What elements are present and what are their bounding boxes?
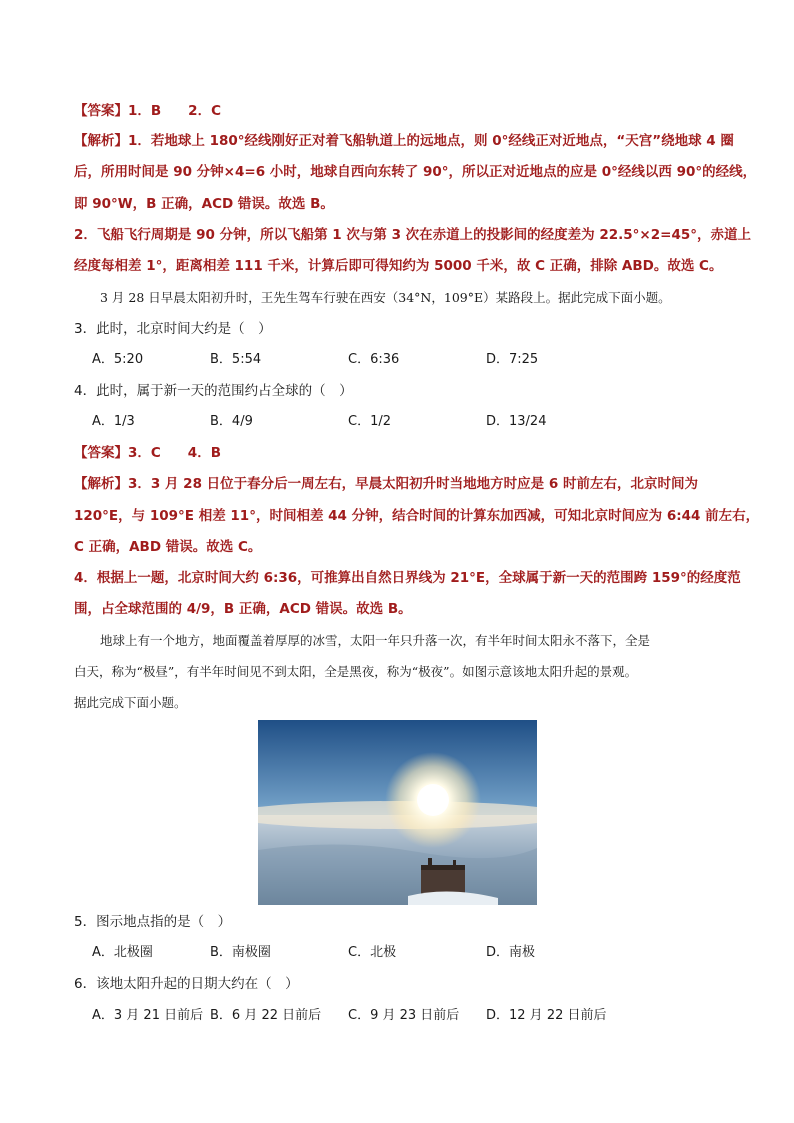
question-3-stem: 3．此时，北京时间大约是（ ）	[74, 321, 272, 337]
answer-1	[74, 101, 734, 121]
passage-line-1: 地球上有一个地方，地面覆盖着厚厚的冰雪，太阳一年只升落一次，有半年时间太阳永不落下，全是	[100, 633, 651, 648]
analysis-3-line-1	[74, 474, 734, 494]
option-a[interactable]: A．3 月 21 日前后	[92, 1008, 204, 1023]
option-a[interactable]: A．北极圈	[92, 945, 153, 960]
option-d[interactable]: D．7:25	[486, 352, 539, 367]
answer-label: 【答案】	[74, 103, 128, 119]
answer-label: 【答案】	[74, 445, 128, 461]
option-c[interactable]: C．1/2	[348, 414, 391, 429]
analysis-1-line-2: 后，所用时间是 90 分钟×4=6 小时，地球自西向东转了 90°，所以正对近地点的应是 0°经线以西 90°的经线，	[74, 164, 757, 180]
option-c[interactable]: C．北极	[348, 945, 397, 960]
answer-text: 1．B 2．C	[128, 103, 221, 119]
option-d[interactable]: D．13/24	[486, 414, 547, 429]
analysis-text: 1．若地球上 180°经线刚好正对着飞船轨道上的远地点，则 0°经线正对近地点，“天宫”绕地球 4 圈	[128, 133, 734, 149]
option-a[interactable]: A．1/3	[92, 414, 135, 429]
analysis-3-line-2: 120°E，与 109°E 相差 11°，时间相差 44 分钟，结合时间的计算东加西减，可知北京时间应为 6:44 前左右，	[74, 508, 760, 524]
option-c[interactable]: C．6:36	[348, 352, 400, 367]
analysis-1-line-3: 即 90°W，B 正确，ACD 错误。故选 B。	[74, 196, 334, 212]
analysis-4-line-1: 4．根据上一题，北京时间大约 6:36，可推算出自然日界线为 21°E，全球属于新一天的范围跨 159°的经度范	[74, 570, 741, 586]
analysis-3-line-3: C 正确，ABD 错误。故选 C。	[74, 539, 262, 555]
option-b[interactable]: B．5:54	[210, 352, 262, 367]
analysis-label: 【解析】	[74, 476, 128, 492]
passage-line-3: 据此完成下面小题。	[74, 695, 187, 710]
passage-line-2: 白天，称为“极昼”，有半年时间见不到太阳，全是黑夜，称为“极夜”。如图示意该地太阳升起的景观。	[74, 664, 638, 679]
question-intro: 3 月 28 日早晨太阳初升时，王先生驾车行驶在西安（34°N，109°E）某路段上。据此完成下面小题。	[100, 290, 671, 305]
question-6-stem: 6．该地太阳升起的日期大约在（ ）	[74, 976, 299, 992]
answer-text: 3．C 4．B	[128, 445, 221, 461]
question-5-stem: 5．图示地点指的是（ ）	[74, 914, 232, 930]
option-a[interactable]: A．5:20	[92, 352, 144, 367]
option-b[interactable]: B．4/9	[210, 414, 253, 429]
option-d[interactable]: D．南极	[486, 945, 536, 960]
analysis-2-line-2: 经度每相差 1°，距离相差 111 千米，计算后即可得知约为 5000 千米，故 C 正确，排除 ABD。故选 C。	[74, 258, 723, 274]
option-d[interactable]: D．12 月 22 日前后	[486, 1008, 607, 1023]
answer-2	[74, 443, 734, 463]
analysis-4-line-2: 围，占全球范围的 4/9，B 正确，ACD 错误。故选 B。	[74, 601, 412, 617]
analysis-2-line-1: 2．飞船飞行周期是 90 分钟，所以飞船第 1 次与第 3 次在赤道上的投影间的经度差为 22.5°×2=45°，赤道上	[74, 227, 751, 243]
analysis-text: 3．3 月 28 日位于春分后一周左右，早晨太阳初升时当地地方时应是 6 时前左右，北京时间为	[128, 476, 698, 492]
analysis-1-line-1	[74, 131, 734, 151]
analysis-label: 【解析】	[74, 133, 128, 149]
polar-sunrise-photo	[258, 720, 537, 905]
question-4-stem: 4．此时，属于新一天的范围约占全球的（ ）	[74, 383, 353, 399]
option-b[interactable]: B．南极圈	[210, 945, 271, 960]
option-c[interactable]: C．9 月 23 日前后	[348, 1008, 460, 1023]
option-b[interactable]: B．6 月 22 日前后	[210, 1008, 322, 1023]
